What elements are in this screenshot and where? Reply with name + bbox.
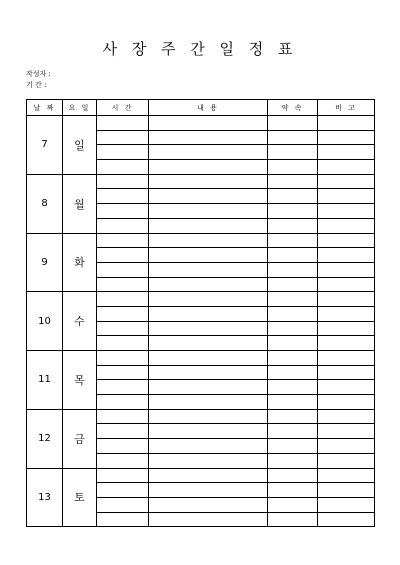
appointment-cell[interactable] — [268, 306, 318, 321]
remarks-cell[interactable] — [318, 248, 375, 263]
appointment-cell[interactable] — [268, 395, 318, 410]
remarks-cell[interactable] — [318, 365, 375, 380]
remarks-cell[interactable] — [318, 336, 375, 351]
appointment-cell[interactable] — [268, 483, 318, 498]
table-row — [27, 292, 375, 307]
appointment-cell[interactable] — [268, 204, 318, 219]
time-cell[interactable] — [97, 424, 149, 439]
day-date: 9 — [27, 233, 63, 292]
time-cell[interactable] — [97, 277, 149, 292]
appointment-cell[interactable] — [268, 262, 318, 277]
remarks-cell[interactable] — [318, 204, 375, 219]
remarks-cell[interactable] — [318, 262, 375, 277]
content-cell[interactable] — [149, 116, 268, 131]
page-title: 사 장 주 간 일 정 표 — [102, 40, 298, 58]
content-cell[interactable] — [149, 248, 268, 263]
appointment-cell[interactable] — [268, 351, 318, 366]
remarks-cell[interactable] — [318, 439, 375, 454]
time-cell[interactable] — [97, 145, 149, 160]
time-cell[interactable] — [97, 365, 149, 380]
appointment-cell[interactable] — [268, 116, 318, 131]
header-date: 날 짜 — [27, 100, 63, 116]
remarks-cell[interactable] — [318, 292, 375, 307]
appointment-cell[interactable] — [268, 424, 318, 439]
header-content: 내 용 — [149, 100, 268, 116]
time-cell[interactable] — [97, 160, 149, 175]
remarks-cell[interactable] — [318, 116, 375, 131]
time-cell[interactable] — [97, 116, 149, 131]
appointment-cell[interactable] — [268, 365, 318, 380]
day-date: 13 — [27, 468, 63, 527]
remarks-cell[interactable] — [318, 233, 375, 248]
day-weekday: 화 — [63, 233, 97, 292]
day-date: 11 — [27, 351, 63, 410]
header-appointment: 약 속 — [268, 100, 318, 116]
appointment-cell[interactable] — [268, 277, 318, 292]
content-cell[interactable] — [149, 365, 268, 380]
content-cell[interactable] — [149, 145, 268, 160]
schedule-table — [26, 99, 375, 527]
day-weekday: 토 — [63, 468, 97, 527]
appointment-cell[interactable] — [268, 409, 318, 424]
remarks-cell[interactable] — [318, 174, 375, 189]
remarks-cell[interactable] — [318, 130, 375, 145]
appointment-cell[interactable] — [268, 233, 318, 248]
time-cell[interactable] — [97, 351, 149, 366]
appointment-cell[interactable] — [268, 248, 318, 263]
remarks-cell[interactable] — [318, 409, 375, 424]
remarks-cell[interactable] — [318, 145, 375, 160]
day-date: 10 — [27, 292, 63, 351]
remarks-cell[interactable] — [318, 380, 375, 395]
content-cell[interactable] — [149, 292, 268, 307]
time-cell[interactable] — [97, 204, 149, 219]
day-date: 7 — [27, 116, 63, 175]
content-cell[interactable] — [149, 380, 268, 395]
content-cell[interactable] — [149, 497, 268, 512]
time-cell[interactable] — [97, 306, 149, 321]
content-cell[interactable] — [149, 189, 268, 204]
appointment-cell[interactable] — [268, 130, 318, 145]
day-weekday: 월 — [63, 174, 97, 233]
appointment-cell[interactable] — [268, 189, 318, 204]
appointment-cell[interactable] — [268, 145, 318, 160]
table-row — [27, 116, 375, 131]
time-cell[interactable] — [97, 248, 149, 263]
day-date: 8 — [27, 174, 63, 233]
content-cell[interactable] — [149, 512, 268, 527]
time-cell[interactable] — [97, 233, 149, 248]
time-cell[interactable] — [97, 395, 149, 410]
appointment-cell[interactable] — [268, 380, 318, 395]
appointment-cell[interactable] — [268, 453, 318, 468]
period-label: 기 간 : — [26, 81, 47, 89]
time-cell[interactable] — [97, 483, 149, 498]
author-label: 작성자 : — [26, 70, 51, 78]
content-cell[interactable] — [149, 160, 268, 175]
time-cell[interactable] — [97, 262, 149, 277]
appointment-cell[interactable] — [268, 512, 318, 527]
table-row — [27, 351, 375, 366]
content-cell[interactable] — [149, 204, 268, 219]
content-cell[interactable] — [149, 439, 268, 454]
time-cell[interactable] — [97, 321, 149, 336]
remarks-cell[interactable] — [318, 483, 375, 498]
time-cell[interactable] — [97, 453, 149, 468]
remarks-cell[interactable] — [318, 424, 375, 439]
time-cell[interactable] — [97, 512, 149, 527]
appointment-cell[interactable] — [268, 497, 318, 512]
time-cell[interactable] — [97, 439, 149, 454]
content-cell[interactable] — [149, 409, 268, 424]
day-weekday: 일 — [63, 116, 97, 175]
time-cell[interactable] — [97, 380, 149, 395]
header-weekday: 요 일 — [63, 100, 97, 116]
content-cell[interactable] — [149, 174, 268, 189]
content-cell[interactable] — [149, 424, 268, 439]
time-cell[interactable] — [97, 189, 149, 204]
remarks-cell[interactable] — [318, 395, 375, 410]
appointment-cell[interactable] — [268, 174, 318, 189]
appointment-cell[interactable] — [268, 336, 318, 351]
time-cell[interactable] — [97, 218, 149, 233]
time-cell[interactable] — [97, 497, 149, 512]
header-remarks: 비 고 — [318, 100, 375, 116]
time-cell[interactable] — [97, 468, 149, 483]
remarks-cell[interactable] — [318, 306, 375, 321]
appointment-cell[interactable] — [268, 321, 318, 336]
table-row — [27, 233, 375, 248]
content-cell[interactable] — [149, 453, 268, 468]
remarks-cell[interactable] — [318, 321, 375, 336]
appointment-cell[interactable] — [268, 292, 318, 307]
content-cell[interactable] — [149, 130, 268, 145]
day-weekday: 수 — [63, 292, 97, 351]
table-row — [27, 409, 375, 424]
content-cell[interactable] — [149, 277, 268, 292]
content-cell[interactable] — [149, 321, 268, 336]
remarks-cell[interactable] — [318, 189, 375, 204]
content-cell[interactable] — [149, 306, 268, 321]
day-weekday: 금 — [63, 409, 97, 468]
appointment-cell[interactable] — [268, 468, 318, 483]
appointment-cell[interactable] — [268, 439, 318, 454]
day-date: 12 — [27, 409, 63, 468]
time-cell[interactable] — [97, 336, 149, 351]
content-cell[interactable] — [149, 336, 268, 351]
content-cell[interactable] — [149, 262, 268, 277]
remarks-cell[interactable] — [318, 160, 375, 175]
content-cell[interactable] — [149, 218, 268, 233]
appointment-cell[interactable] — [268, 160, 318, 175]
content-cell[interactable] — [149, 483, 268, 498]
remarks-cell[interactable] — [318, 277, 375, 292]
time-cell[interactable] — [97, 292, 149, 307]
appointment-cell[interactable] — [268, 218, 318, 233]
content-cell[interactable] — [149, 233, 268, 248]
content-cell[interactable] — [149, 395, 268, 410]
remarks-cell[interactable] — [318, 351, 375, 366]
remarks-cell[interactable] — [318, 218, 375, 233]
remarks-cell[interactable] — [318, 468, 375, 483]
remarks-cell[interactable] — [318, 453, 375, 468]
content-cell[interactable] — [149, 468, 268, 483]
time-cell[interactable] — [97, 174, 149, 189]
header-time: 시 간 — [97, 100, 149, 116]
remarks-cell[interactable] — [318, 497, 375, 512]
header-row — [27, 100, 375, 116]
day-weekday: 목 — [63, 351, 97, 410]
remarks-cell[interactable] — [318, 512, 375, 527]
time-cell[interactable] — [97, 130, 149, 145]
time-cell[interactable] — [97, 409, 149, 424]
content-cell[interactable] — [149, 351, 268, 366]
schedule-body — [27, 116, 375, 527]
table-row — [27, 174, 375, 189]
table-row — [27, 468, 375, 483]
